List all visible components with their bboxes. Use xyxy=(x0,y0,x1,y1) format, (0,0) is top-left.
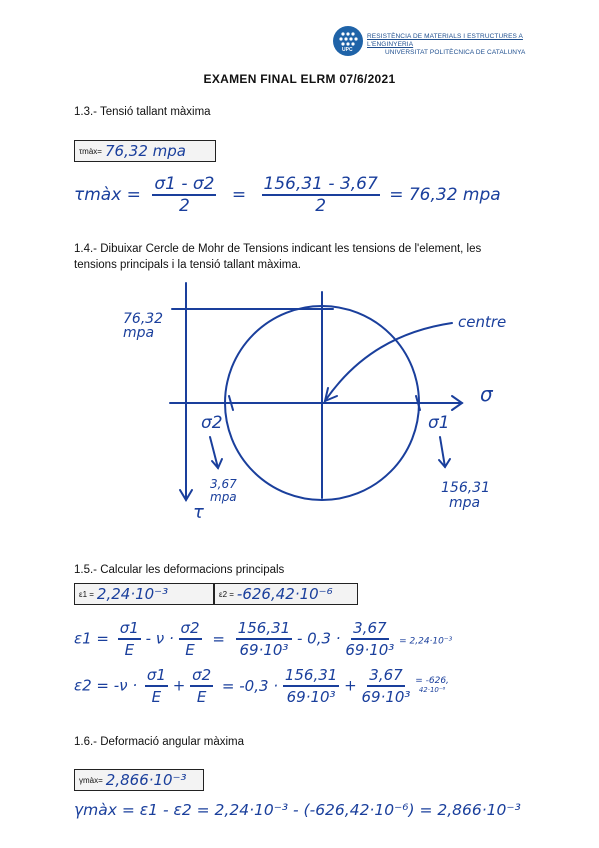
tau-max-answer-box xyxy=(74,140,216,162)
tau-frac2-den: 2 xyxy=(315,196,327,216)
eq2-frac1-num: σ1 xyxy=(145,666,168,687)
tau-axis-label: τ xyxy=(193,502,204,523)
section-1-6-heading: 1.6.- Deformació angular màxima xyxy=(74,736,245,748)
eq2-frac2 xyxy=(190,666,213,706)
epsilon1-box-value: 2,24·10⁻³ xyxy=(96,585,169,603)
tau-max-value: 76,32 xyxy=(123,311,164,327)
eq2-frac4-num: 3,67 xyxy=(367,666,404,687)
header-institution xyxy=(367,33,557,57)
section-1-4-heading xyxy=(74,241,534,273)
eq1-lhs: ε1 = xyxy=(74,629,109,648)
epsilon2-box-label: ε2 = xyxy=(219,589,234,599)
tau-frac1-den: 2 xyxy=(178,196,190,216)
tau-max-unit: mpa xyxy=(123,325,155,341)
epsilon1-box-label: ε1 = xyxy=(79,589,94,599)
eq1-frac3-den: 69·10³ xyxy=(239,641,289,659)
gamma-max-box-value: 2,866·10⁻³ xyxy=(105,771,187,789)
tau-max-box-label: τmàx= xyxy=(79,146,102,156)
sigma-axis-label: σ xyxy=(480,382,493,406)
eq2-frac1 xyxy=(145,666,168,706)
tau-eq-mid: = xyxy=(231,185,247,205)
eq1-frac2-num: σ2 xyxy=(179,619,202,640)
centre-pointer xyxy=(325,323,452,401)
gamma-max-answer-box xyxy=(74,769,204,791)
tau-frac2-num: 156,31 - 3,67 xyxy=(263,174,378,194)
eq2-frac4-den: 69·10³ xyxy=(361,688,411,706)
eq2-lhs: ε2 = -ν · xyxy=(74,676,138,695)
eq1-frac1-den: E xyxy=(124,641,135,659)
eq1-frac1 xyxy=(118,619,141,659)
epsilon2-box-value: -626,42·10⁻⁶ xyxy=(236,585,333,603)
centre-label: centre xyxy=(458,313,507,331)
tau-frac2 xyxy=(262,175,380,215)
sigma2-value: 3,67 xyxy=(210,477,237,491)
tau-max-value-label xyxy=(123,312,163,340)
eq1-frac4 xyxy=(345,619,394,659)
epsilon2-equation xyxy=(74,666,449,706)
eq2-result xyxy=(415,677,449,695)
sigma1-value-label xyxy=(441,481,490,511)
eq1-frac2 xyxy=(179,619,202,659)
tau-frac1 xyxy=(152,175,216,215)
eq1-frac1-num: σ1 xyxy=(118,619,141,640)
tau-eq-lhs: τmàx = xyxy=(74,185,141,205)
eq1-op: - ν · xyxy=(145,629,174,648)
eq2-eq: = -0,3 · xyxy=(221,676,279,695)
sigma2-unit: mpa xyxy=(210,490,237,504)
sigma2-value-label xyxy=(210,478,237,504)
sigma1-unit: mpa xyxy=(449,495,481,511)
eq2-op: + xyxy=(172,676,186,695)
sigma1-label: σ1 xyxy=(428,413,450,433)
epsilon1-answer-box xyxy=(74,583,214,605)
eq1-eq: = xyxy=(212,629,225,648)
gamma-max-equation: γmàx = ε1 - ε2 = 2,24·10⁻³ - (-626,42·10⁻⁶) = 2,866·10⁻³ xyxy=(74,801,521,819)
eq2-frac3-num: 156,31 xyxy=(283,666,340,687)
tau-max-box-value: 76,32 mpa xyxy=(104,142,186,160)
section-1-4-line2: tensions principals i la tensió tallant màxima. xyxy=(74,259,301,271)
eq2-frac2-den: E xyxy=(196,688,207,706)
eq1-frac3 xyxy=(236,619,293,659)
eq1-result: = 2,24·10⁻³ xyxy=(399,636,453,647)
upc-logo xyxy=(333,26,363,56)
eq1-frac4-num: 3,67 xyxy=(351,619,388,640)
eq2-frac3-den: 69·10³ xyxy=(286,688,336,706)
epsilon2-answer-box xyxy=(214,583,358,605)
eq1-op2: - 0,3 · xyxy=(297,629,341,648)
eq2-result-a: = -626, xyxy=(415,676,449,686)
eq1-frac4-den: 69·10³ xyxy=(345,641,395,659)
section-1-4-line1: 1.4.- Dibuixar Cercle de Mohr de Tensions indicant les tensions de l'element, les xyxy=(74,243,482,255)
eq2-frac1-den: E xyxy=(151,688,162,706)
logo-text: UPC xyxy=(342,47,353,53)
sigma2-label: σ2 xyxy=(201,413,223,433)
section-1-3-heading: 1.3.- Tensió tallant màxima xyxy=(74,106,211,118)
eq2-frac4 xyxy=(361,666,410,706)
epsilon1-equation xyxy=(74,619,452,659)
mohr-circle-diagram xyxy=(0,270,599,540)
section-1-5-heading: 1.5.- Calcular les deformacions principals xyxy=(74,564,285,576)
tau-frac1-num: σ1 - σ2 xyxy=(154,174,215,194)
gamma-max-box-label: γmàx= xyxy=(79,775,103,785)
header-line1: RESISTÈNCIA DE MATERIALS I ESTRUCTURES A L'ENGINYERIA xyxy=(367,33,523,48)
tau-max-equation xyxy=(74,175,501,215)
eq2-result-b: 42·10⁻⁶ xyxy=(418,686,446,694)
eq2-frac2-num: σ2 xyxy=(190,666,213,687)
tau-eq-result: = 76,32 mpa xyxy=(389,185,501,205)
page-title: EXAMEN FINAL ELRM 07/6/2021 xyxy=(203,72,396,86)
eq2-op2: + xyxy=(344,676,357,695)
sigma1-value: 156,31 xyxy=(441,480,490,496)
header-line2: UNIVERSITAT POLITÈCNICA DE CATALUNYA xyxy=(385,49,526,56)
eq1-frac2-den: E xyxy=(185,641,195,659)
eq2-frac3 xyxy=(283,666,340,706)
eq1-frac3-num: 156,31 xyxy=(236,619,293,640)
